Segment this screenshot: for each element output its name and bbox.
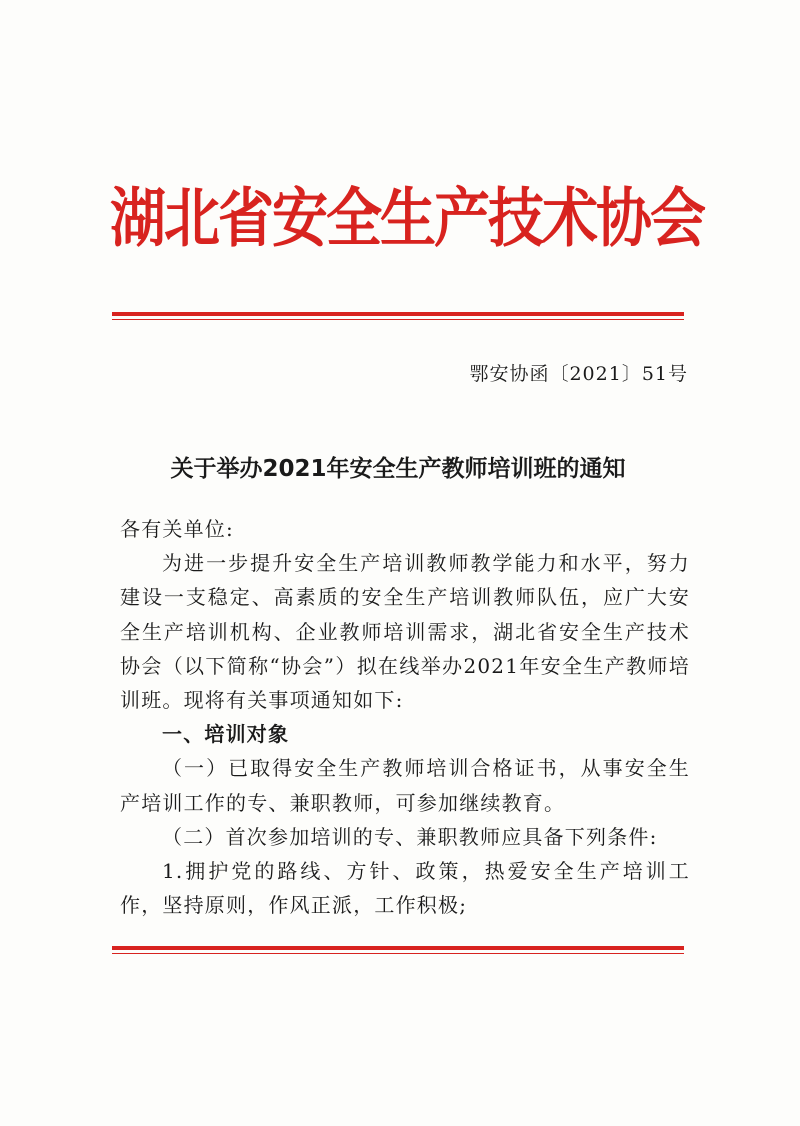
document-title: 关于举办2021年安全生产教师培训班的通知 xyxy=(170,456,626,482)
red-divider-bottom-thin xyxy=(112,953,684,954)
red-divider-top-thick xyxy=(112,312,684,316)
red-divider-top-thin xyxy=(112,319,684,320)
salutation: 各有关单位: xyxy=(120,517,234,541)
intro-paragraph: 为进一步提升安全生产培训教师教学能力和水平，努力建设一支稳定、高素质的安全生产培训教师队伍，应广大安全生产培训机构、企业教师培训需求，湖北省安全生产技术协会（以下简称“协会”）拟在线举办2021年安全生产教师培训班。现将有关事项通知如下: xyxy=(120,551,690,713)
document-body xyxy=(120,512,690,922)
section-item: （二）首次参加培训的专、兼职教师应具备下列条件: xyxy=(162,824,658,849)
red-divider-bottom-thick xyxy=(112,946,684,950)
section-heading: 一、培训对象 xyxy=(162,722,290,747)
letterhead-org-name: 湖北省安全生产技术协会 xyxy=(110,182,704,257)
section-item: （一）已取得安全生产教师培训合格证书，从事安全生产培训工作的专、兼职教师，可参加继续教育。 xyxy=(120,756,690,815)
section-item: 1.拥护党的路线、方针、政策，热爱安全生产培训工作，坚持原则，作风正派，工作积极; xyxy=(120,859,690,918)
document-number: 鄂安协函〔2021〕51号 xyxy=(469,363,688,385)
